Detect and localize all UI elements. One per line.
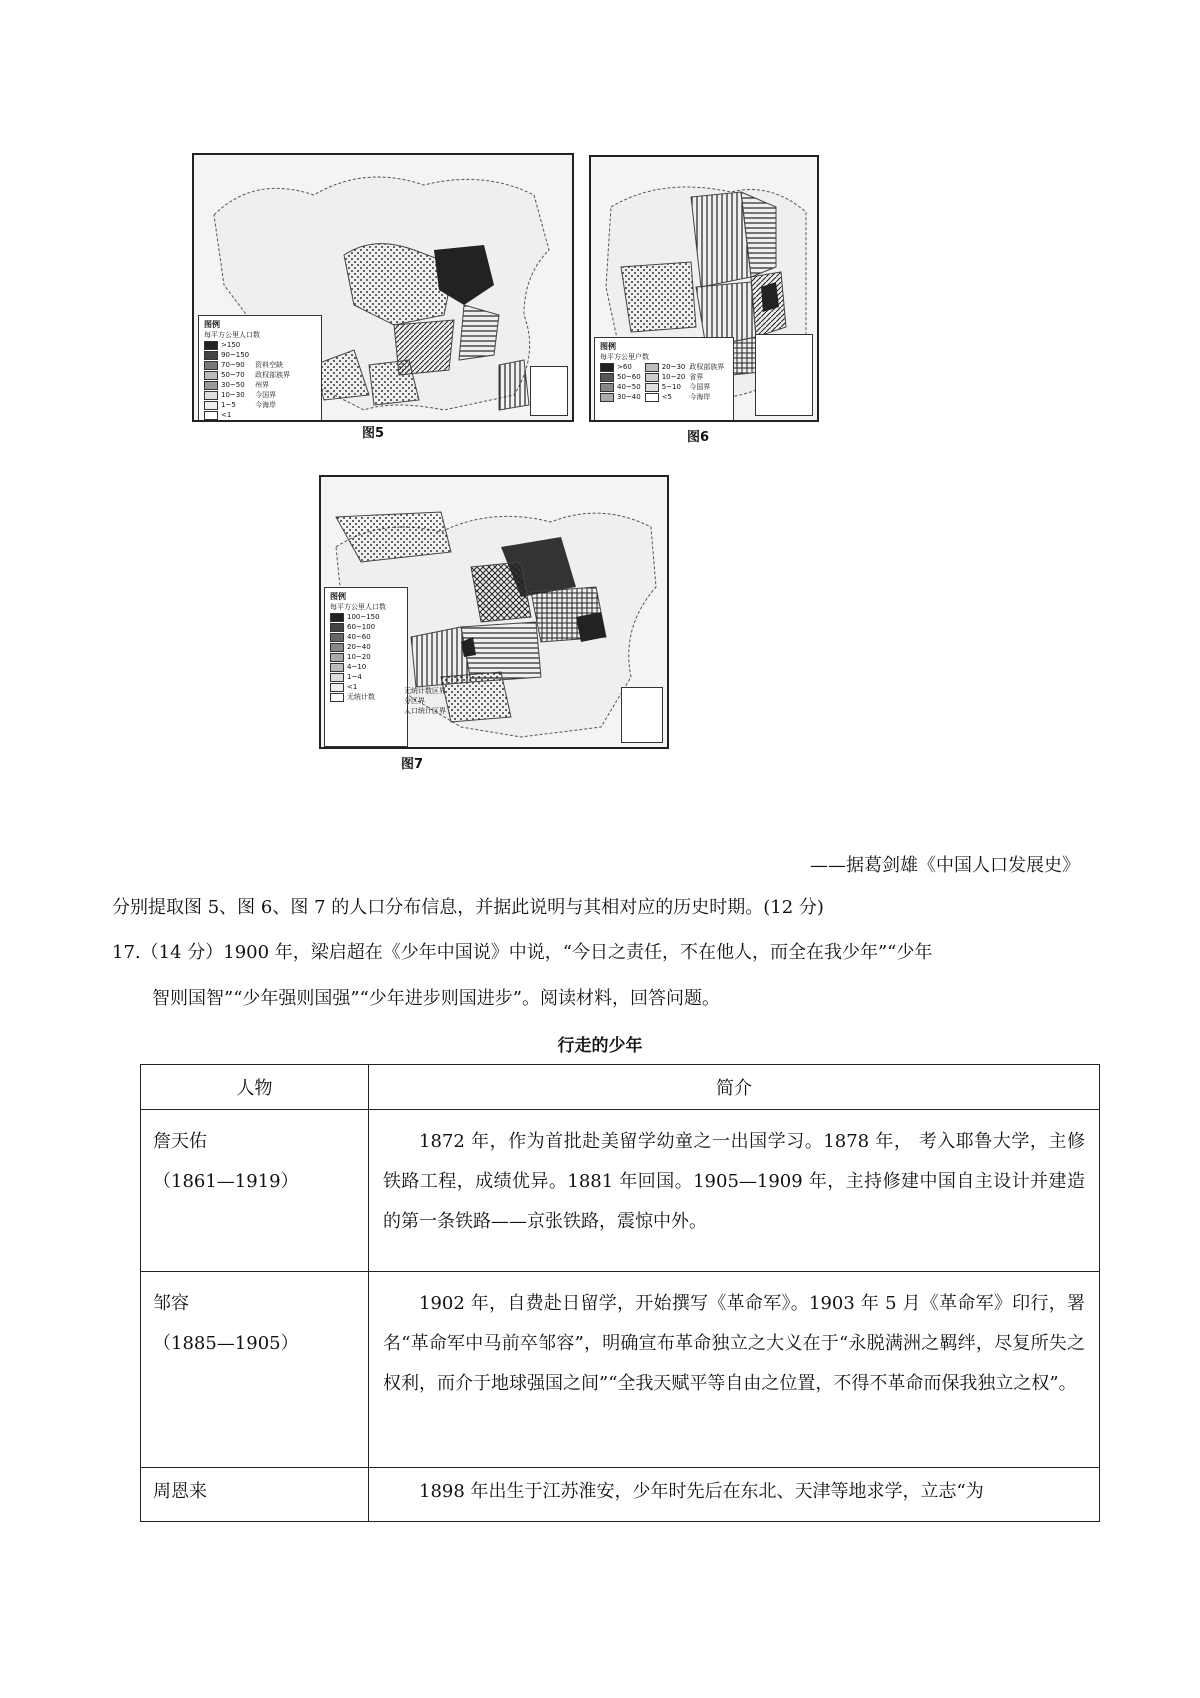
legend-swatch (645, 383, 659, 392)
person-cell (141, 1272, 369, 1468)
legend-swatch (330, 673, 344, 682)
map-figure-5 (192, 153, 574, 422)
legend-item: 1~4 (330, 672, 402, 682)
legend-swatch (330, 683, 344, 692)
person-cell (141, 1468, 369, 1522)
legend-item: 60~100 (330, 622, 402, 632)
legend-swatch (330, 663, 344, 672)
legend-extra: 州界 (255, 381, 270, 389)
legend-item: <1 (330, 682, 402, 692)
legend-swatch (330, 643, 344, 652)
legend-extra: 分区界 (404, 697, 425, 705)
legend-swatch (330, 623, 344, 632)
person-name: 詹天佑 (153, 1131, 207, 1152)
person-intro: 1902 年，自费赴日留学，开始撰写《革命军》。1903 年 5 月《革命军》印行，署名“革命军中马前卒邹容”，明确宣布革命独立之大义在于“永脱满洲之羁绊，尽复所失之权利，而介于地球强国之间”“全我天赋平等自由之位置，不得不革命而保我独立之权”。 (369, 1272, 1100, 1468)
question-17-line-1: 17.（14 分）1900 年，梁启超在《少年中国说》中说，“今日之责任，不在他人，而全在我少年”“少年 (112, 942, 933, 963)
legend-extra: 今国界 (255, 391, 277, 399)
question-16-prompt: 分别提取图 5、图 6、图 7 的人口分布信息，并据此说明与其相对应的历史时期。(12 分) (112, 897, 824, 918)
legend-swatch (330, 693, 344, 702)
legend-swatch (330, 613, 344, 622)
legend-item: <1 (204, 410, 249, 420)
legend-swatch (204, 391, 218, 400)
legend-swatch (645, 393, 659, 402)
table-header-row (141, 1065, 1100, 1110)
legend-title: 图例 (600, 342, 616, 351)
legend-swatch (204, 411, 218, 420)
person-intro: 1872 年，作为首批赴美留学幼童之一出国学习。1878 年， 考入耶鲁大学，主修铁路工程，成绩优异。1881 年回国。1905—1909 年，主持修建中国自主设计并建造的第一条铁路——京张铁路，震惊中外。 (369, 1110, 1100, 1272)
map-5-legend (198, 315, 322, 421)
legend-item: 40~50 (600, 382, 641, 392)
legend-item: 50~70 (204, 370, 249, 380)
legend-subtitle: 每平方公里户数 (600, 353, 649, 361)
legend-item: 5~10 (645, 382, 686, 392)
person-name: 邹容 (153, 1293, 189, 1314)
legend-subtitle: 每平方公里人口数 (330, 603, 386, 611)
legend-extra: 省界 (689, 373, 704, 381)
map-6-legend (594, 337, 734, 421)
legend-extra: 人口统计区界 (404, 707, 446, 715)
legend-item: 10~30 (204, 390, 249, 400)
legend-item: 4~10 (330, 662, 402, 672)
legend-item: 10~20 (645, 372, 686, 382)
legend-item: 30~50 (204, 380, 249, 390)
legend-item: 20~40 (330, 642, 402, 652)
legend-extra: 政权部族界 (255, 371, 291, 379)
legend-swatch (204, 341, 218, 350)
legend-item: 90~150 (204, 350, 249, 360)
legend-extra: 今国界 (689, 383, 711, 391)
person-years: （1861—1919） (153, 1171, 299, 1192)
south-sea-inset (621, 687, 663, 743)
map-figure-7 (319, 475, 669, 749)
population-maps-figure (197, 135, 917, 840)
legend-item: 1~5 (204, 400, 249, 410)
question-17-line-2: 智则国智”“少年强则国强”“少年进步则国进步”。阅读材料，回答问题。 (152, 988, 721, 1009)
legend-extra: 无统计数区界 (404, 687, 446, 695)
legend-swatch (204, 351, 218, 360)
map-7-boundary-legend (399, 682, 491, 730)
person-name: 周恩来 (153, 1481, 207, 1502)
figure-5-caption: 图5 (362, 426, 385, 441)
legend-swatch (600, 373, 614, 382)
source-citation: ——据葛剑雄《中国人口发展史》 (810, 855, 1080, 876)
legend-item: 100~150 (330, 612, 402, 622)
table-title: 行走的少年 (557, 1036, 643, 1056)
legend-item: 50~60 (600, 372, 641, 382)
legend-item: 10~20 (330, 652, 402, 662)
person-years: （1885—1905） (153, 1333, 299, 1354)
legend-subtitle: 每平方公里人口数 (204, 331, 260, 339)
legend-extra: 今海岸 (689, 393, 711, 401)
table-row (141, 1110, 1100, 1272)
legend-swatch (645, 373, 659, 382)
legend-swatch (600, 393, 614, 402)
legend-swatch (330, 653, 344, 662)
legend-swatch (204, 361, 218, 370)
figure-6-caption: 图6 (687, 430, 710, 445)
legend-item: 无统计数 (330, 692, 402, 702)
legend-item: >60 (600, 362, 641, 372)
header-person: 人物 (141, 1065, 369, 1110)
young-people-table (140, 1064, 1100, 1522)
person-cell (141, 1110, 369, 1272)
map-figure-6 (589, 155, 819, 422)
table-row (141, 1468, 1100, 1522)
legend-title: 图例 (330, 592, 346, 601)
legend-swatch (204, 371, 218, 380)
legend-item: 30~40 (600, 392, 641, 402)
legend-title: 图例 (204, 320, 220, 329)
legend-swatch (204, 401, 218, 410)
legend-item: 70~90 (204, 360, 249, 370)
south-sea-inset (755, 334, 813, 416)
legend-item: >150 (204, 340, 249, 350)
table-row (141, 1272, 1100, 1468)
south-sea-inset (530, 366, 568, 416)
map-7-legend (324, 587, 408, 747)
legend-swatch (645, 363, 659, 372)
legend-item: <5 (645, 392, 686, 402)
legend-extra: 政权部族界 (689, 363, 725, 371)
figure-7-caption: 图7 (401, 757, 424, 772)
legend-extra: 资料空缺 (255, 361, 284, 369)
legend-swatch (600, 383, 614, 392)
legend-extra: 今海岸 (255, 401, 277, 409)
header-intro: 简介 (369, 1065, 1100, 1110)
legend-swatch (204, 381, 218, 390)
person-intro: 1898 年出生于江苏淮安，少年时先后在东北、天津等地求学，立志“为 (369, 1468, 1100, 1522)
legend-swatch (330, 633, 344, 642)
legend-item: 40~60 (330, 632, 402, 642)
legend-item: 20~30 (645, 362, 686, 372)
legend-swatch (600, 363, 614, 372)
